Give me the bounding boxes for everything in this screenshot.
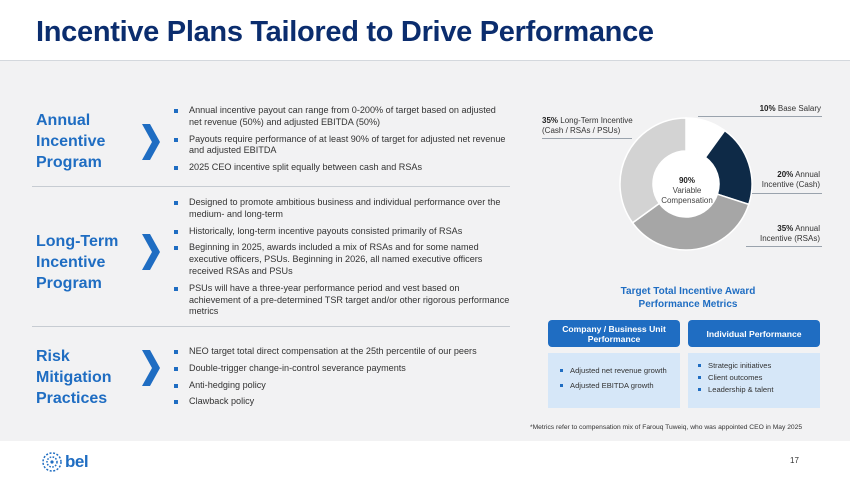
list-item: Beginning in 2025, awards included a mix of RSAs and for some named executive officers, PSUs. Beginning in 2026, all named executive officers received RSAs and PSUs	[174, 242, 510, 277]
list-item: 2025 CEO incentive split equally between cash and RSAs	[174, 162, 510, 174]
list-item: Client outcomes	[698, 372, 773, 384]
logo-wordmark: bel	[65, 452, 89, 471]
section-divider	[32, 186, 510, 187]
list-item: Adjusted net revenue growth	[560, 365, 667, 377]
slice-label-long-term: 35% Long-Term Incentive (Cash / RSAs / PSUs)	[542, 116, 633, 135]
annual-incentive-bullets	[174, 105, 510, 179]
page-number: 17	[790, 456, 799, 465]
slice-label-base-salary: 10% Base Salary	[759, 104, 821, 113]
chevron-right-icon	[140, 124, 162, 160]
list-item: PSUs will have a three-year performance period and vest based on achievement of a pre-determined TSR target and/or other rigorous performance metrics	[174, 283, 510, 318]
list-item: Anti-hedging policy	[174, 380, 510, 392]
individual-metrics-list	[698, 360, 773, 396]
leader-line	[752, 193, 822, 194]
long-term-incentive-title: Long-Term Incentive Program	[36, 233, 119, 292]
list-item: Designed to promote ambitious business and individual performance over the medium- and long-term	[174, 197, 510, 221]
slice-label-annual-cash: 20% Annual Incentive (Cash)	[761, 170, 820, 189]
list-item: Clawback policy	[174, 396, 510, 408]
list-item: Leadership & talent	[698, 384, 773, 396]
list-item: Payouts require performance of at least 90% of target for adjusted net revenue and adjusted EBITDA	[174, 134, 510, 158]
list-item: NEO target total direct compensation at the 25th percentile of our peers	[174, 346, 510, 358]
leader-line	[698, 116, 822, 117]
page-title: Incentive Plans Tailored to Drive Performance	[36, 16, 654, 48]
chevron-right-icon	[140, 234, 162, 270]
risk-mitigation-bullets	[174, 346, 510, 413]
list-item: Double-trigger change-in-control severance payments	[174, 363, 510, 375]
leader-line	[542, 138, 632, 139]
bel-logo	[42, 452, 88, 472]
list-item: Annual incentive payout can range from 0-200% of target based on adjusted net revenue (50%) and adjusted EBITDA (50%)	[174, 105, 510, 129]
list-item: Adjusted EBITDA growth	[560, 380, 667, 392]
list-item: Strategic initiatives	[698, 360, 773, 372]
company-metrics-list	[560, 365, 667, 392]
annual-incentive-title: Annual Incentive Program	[36, 112, 106, 171]
donut-center-label: 90% Variable Compensation	[661, 176, 713, 205]
list-item: Historically, long-term incentive payouts consisted primarily of RSAs	[174, 226, 510, 238]
bel-logo-mark-icon	[42, 452, 62, 472]
section-divider	[32, 326, 510, 327]
footnote: *Metrics refer to compensation mix of Farouq Tuweiq, who was appointed CEO in May 2025	[530, 424, 803, 431]
chevron-right-icon	[140, 350, 162, 386]
long-term-incentive-bullets	[174, 197, 510, 323]
metrics-title: Target Total Incentive Award Performance Metrics	[620, 286, 756, 310]
slice-label-annual-rsas: 35% Annual Incentive (RSAs)	[759, 224, 820, 243]
company-performance-header: Company / Business Unit Performance	[548, 320, 680, 347]
individual-performance-header: Individual Performance	[688, 320, 820, 347]
risk-mitigation-title: Risk Mitigation Practices	[36, 348, 112, 407]
leader-line	[746, 246, 822, 247]
